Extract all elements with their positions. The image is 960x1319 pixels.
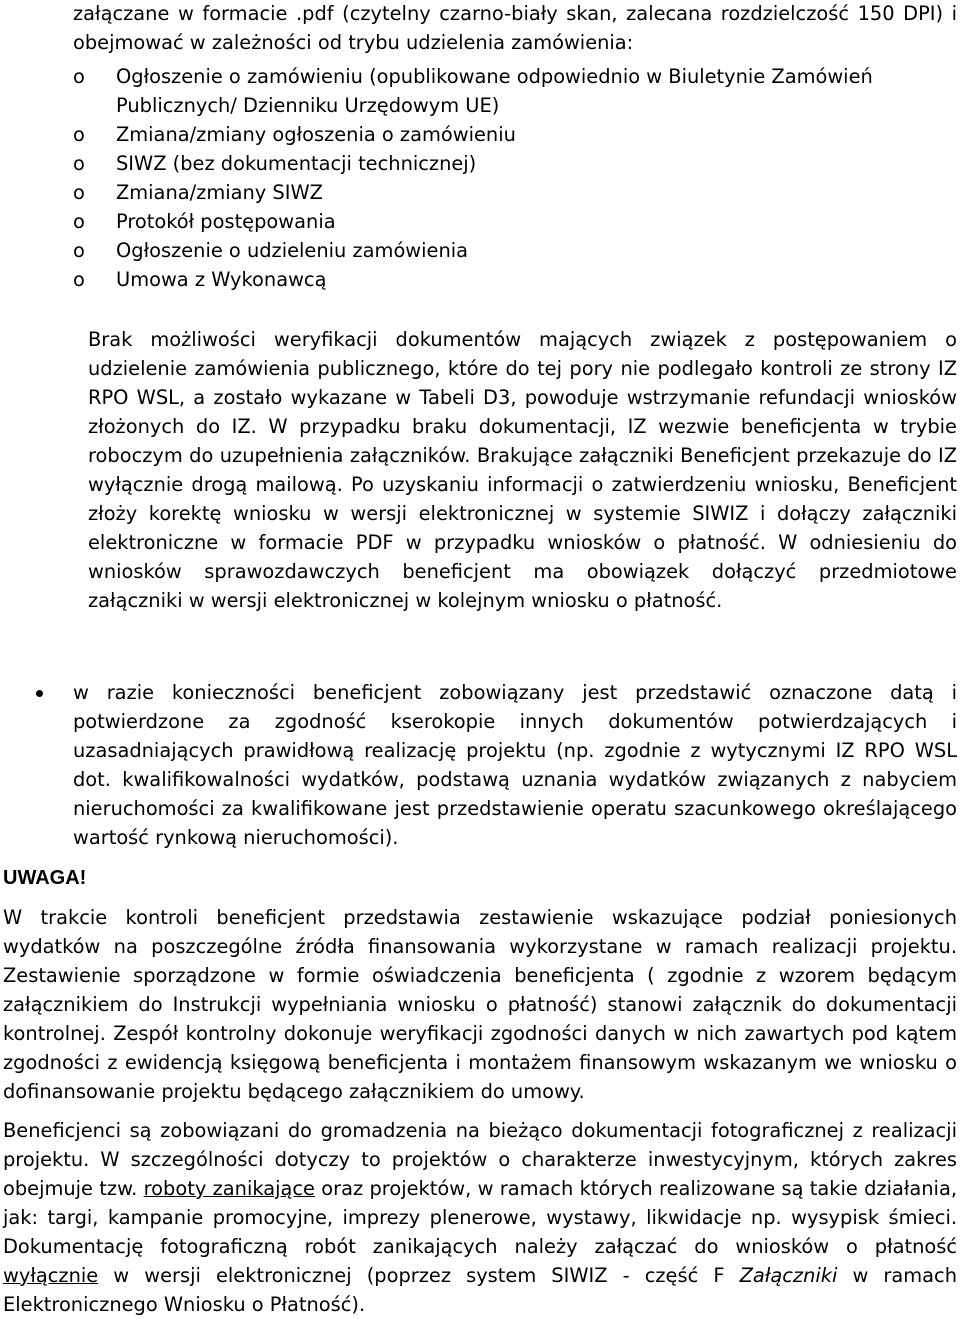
photo-text-part2: oraz projektów, w ramach których realizowane są takie działania, jak: targi, kampanie promocyjne, imprezy plenerowe, wystawy, likwidacje np. wysypisk śmieci. Dokumentację fotograficzną robót zanikających należy załączać do wniosków o płatność <box>3 1177 957 1258</box>
photo-documentation-paragraph <box>3 1116 957 1319</box>
italic-term: Załączniki <box>739 1264 838 1287</box>
verification-paragraph: Brak możliwości weryfikacji dokumentów mających związek z postępowaniem o udzielenie zamówienia publicznego, które do tej pory nie podlegało kontroli ze strony IZ RPO WSL, a zostało wykazane w Tabeli D3, powoduje wstrzymanie refundacji wniosków złożonych do IZ. W przypadku braku dokumentacji, IZ wezwie beneficjenta w trybie roboczym do uzupełnienia załączników. Brakujące załączniki Beneficjent przekazuje do IZ wyłącznie drogą mailową. Po uzyskaniu informacji o zatwierdzeniu wniosku, Beneficjent złoży korektę wniosku w wersji elektronicznej w systemie SIWIZ i dołączy załączniki elektroniczne w formacie PDF w przypadku wniosków o płatność. W odniesieniu do wniosków sprawozdawczych beneficjent ma obowiązek dołączyć przedmiotowe załączniki w wersji elektronicznej w kolejnym wniosku o płatność. <box>88 328 957 612</box>
documents-list <box>73 62 957 294</box>
list-item <box>73 120 957 149</box>
list-item <box>73 149 957 178</box>
real-estate-bullet <box>30 678 957 852</box>
photo-text-part1: Beneficjenci są zobowiązani do gromadzenia na bieżąco dokumentacji fotograficznej z realizacji projektu. W szczególności dotyczy to projektów o charakterze inwestycyjnym, których zakres obejmuje tzw. <box>3 1119 957 1200</box>
list-item <box>73 265 957 294</box>
intro-text: załączane w formacie .pdf (czytelny czarno-biały skan, zalecana rozdzielczość 150 DPI) i obejmować w zależności od trybu udzielenia zamówienia: <box>73 2 957 54</box>
photo-text-part3: w wersji elektronicznej (poprzez system SIWIZ - część F <box>98 1264 740 1287</box>
list-marker: o <box>73 152 85 175</box>
real-estate-bullet-text: w razie konieczności beneficjent zobowiązany jest przedstawić oznaczone datą i potwierdzone za zgodność kserokopie innych dokumentów potwierdzających i uzasadniających prawidłową realizację projektu (np. zgodnie z wytycznymi IZ RPO WSL dot. kwalifikowalności wydatków, podstawą uznania wydatków związanych z nabyciem nieruchomości za kwalifikowane jest przedstawienie operatu szacunkowego określającego wartość rynkową nieruchomości). <box>73 681 957 849</box>
photo-text-part4: w ramach Elektronicznego Wniosku o Płatność). <box>3 1264 957 1316</box>
list-item <box>73 207 957 236</box>
underlined-term: roboty zanikające <box>143 1177 315 1200</box>
list-item-text: Zmiana/zmiany SIWZ <box>116 181 323 204</box>
list-marker: o <box>73 65 85 88</box>
list-item-text: Umowa z Wykonawcą <box>116 268 327 291</box>
list-item <box>73 178 957 207</box>
list-item <box>73 62 957 120</box>
financing-paragraph: W trakcie kontroli beneficjent przedstawia zestawienie wskazujące podział poniesionych wydatków na poszczególne źródła finansowania wykorzystane w ramach realizacji projektu. Zestawienie sporządzone w formie oświadczenia beneficjenta ( zgodnie z wzorem będącym załącznikiem do Instrukcji wypełniania wniosku o płatność) stanowi załącznik do dokumentacji kontrolnej. Zespół kontrolny dokonuje weryfikacji zgodności danych w nich zawartych pod kątem zgodności z ewidencją księgową beneficjenta i montażem finansowym wskazanym we wniosku o dofinansowanie projektu będącego załącznikiem do umowy. <box>3 906 957 1103</box>
list-item-text: Ogłoszenie o udzieleniu zamówienia <box>116 239 469 262</box>
bullet-dot-icon <box>36 690 43 697</box>
list-item <box>73 236 957 265</box>
list-marker: o <box>73 123 85 146</box>
list-item-text: Protokół postępowania <box>116 210 336 233</box>
list-marker: o <box>73 181 85 204</box>
list-item-text: SIWZ (bez dokumentacji technicznej) <box>116 152 477 175</box>
underlined-term: wyłącznie <box>3 1264 99 1287</box>
list-marker: o <box>73 268 85 291</box>
list-item-text: Zmiana/zmiany ogłoszenia o zamówieniu <box>116 123 516 146</box>
warning-heading: UWAGA! <box>3 867 87 889</box>
list-marker: o <box>73 210 85 233</box>
list-marker: o <box>73 239 85 262</box>
list-item-text: Ogłoszenie o zamówieniu (opublikowane odpowiednio w Biuletynie Zamówień Publicznych/ Dzienniku Urzędowym UE) <box>116 65 873 117</box>
